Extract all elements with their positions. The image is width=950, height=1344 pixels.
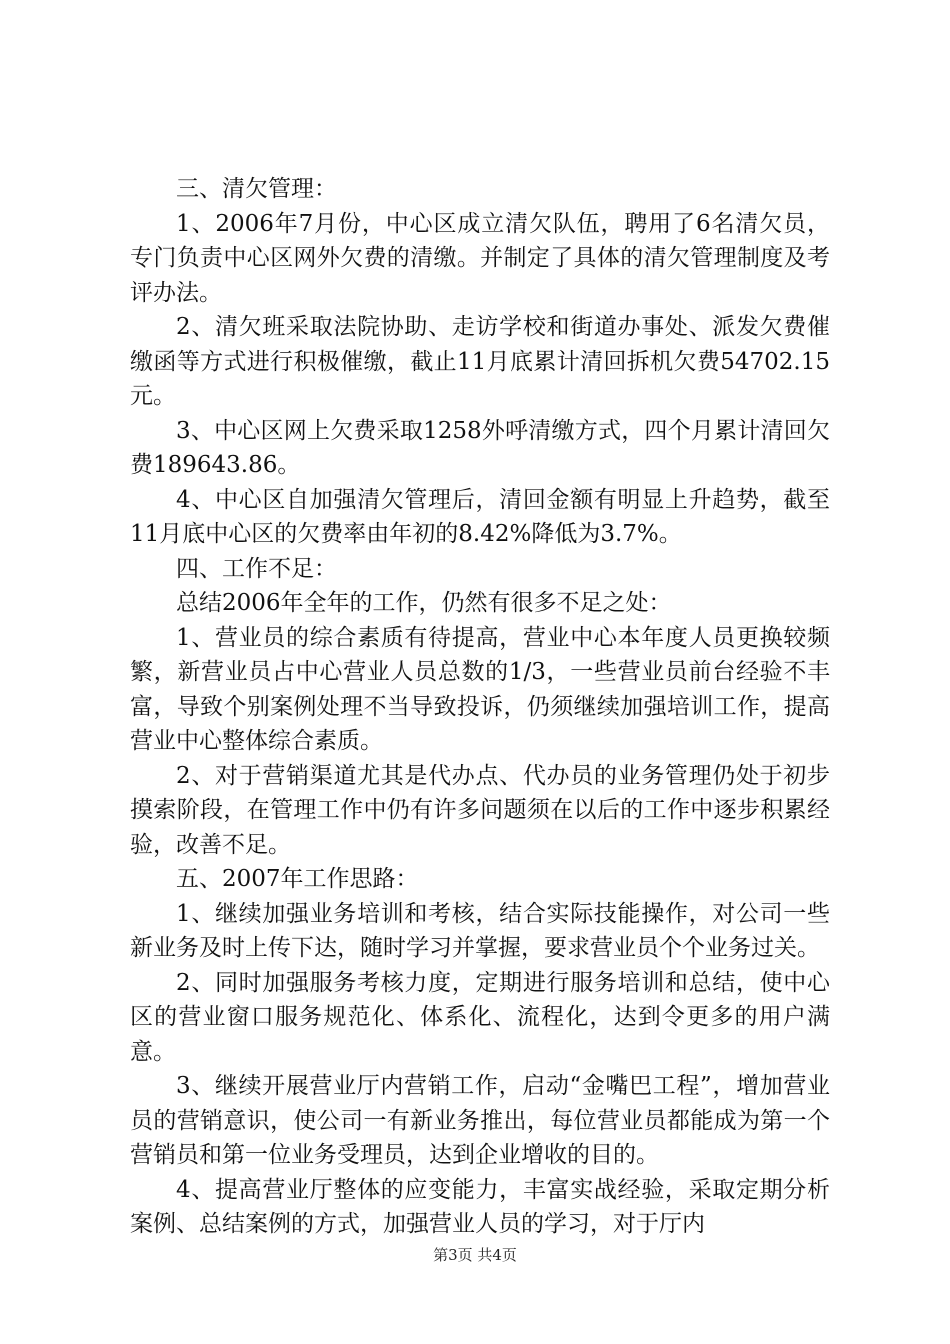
paragraph: 2、同时加强服务考核力度，定期进行服务培训和总结，使中心区的营业窗口服务规范化、体系化、流程化，达到令更多的用户满意。 xyxy=(130,969,830,1065)
paragraph: 2、清欠班采取法院协助、走访学校和街道办事处、派发欠费催缴函等方式进行积极催缴，截止11月底累计清回拆机欠费54702.15元。 xyxy=(130,314,830,409)
paragraph: 1、营业员的综合素质有待提高，营业中心本年度人员更换较频繁，新营业员占中心营业人员总数的1/3，一些营业员前台经验不丰富，导致个别案例处理不当导致投诉，仍须继续加强培训工作，提高营业中心整体综合素质。 xyxy=(130,624,830,754)
paragraph: 3、中心区网上欠费采取1258外呼清缴方式，四个月累计清回欠费189643.86。 xyxy=(130,417,830,478)
paragraph: 3、继续开展营业厅内营销工作，启动“金嘴巴工程”，增加营业员的营销意识，使公司一有新业务推出，每位营业员都能成为第一个营销员和第一位业务受理员，达到企业增收的目的。 xyxy=(130,1073,830,1168)
document-body xyxy=(130,172,830,1242)
section-heading-2007-plan: 五、2007年工作思路： xyxy=(176,866,419,892)
paragraph: 2、对于营销渠道尤其是代办点、代办员的业务管理仍处于初步摸索阶段，在管理工作中仍有许多问题须在以后的工作中逐步积累经验，改善不足。 xyxy=(130,762,830,858)
paragraph: 4、中心区自加强清欠管理后，清回金额有明显上升趋势，截至11月底中心区的欠费率由年初的8.42%降低为3.7%。 xyxy=(130,486,830,547)
paragraph: 4、提高营业厅整体的应变能力，丰富实战经验，采取定期分析案例、总结案例的方式，加强营业人员的学习，对于厅内 xyxy=(130,1176,830,1237)
page-number-footer: 第3页 共4页 xyxy=(433,1246,517,1264)
section-heading-shortcomings: 四、工作不足： xyxy=(176,555,337,582)
paragraph: 1、2006年7月份，中心区成立清欠队伍，聘用了6名清欠员，专门负责中心区网外欠费的清缴。并制定了具体的清欠管理制度及考评办法。 xyxy=(130,210,830,306)
paragraph: 1、继续加强业务培训和考核，结合实际技能操作，对公司一些新业务及时上传下达，随时学习并掌握，要求营业员个个业务过关。 xyxy=(130,900,830,961)
section-heading-debt-management: 三、清欠管理： xyxy=(176,176,337,202)
paragraph: 总结2006年全年的工作，仍然有很多不足之处： xyxy=(176,590,672,616)
